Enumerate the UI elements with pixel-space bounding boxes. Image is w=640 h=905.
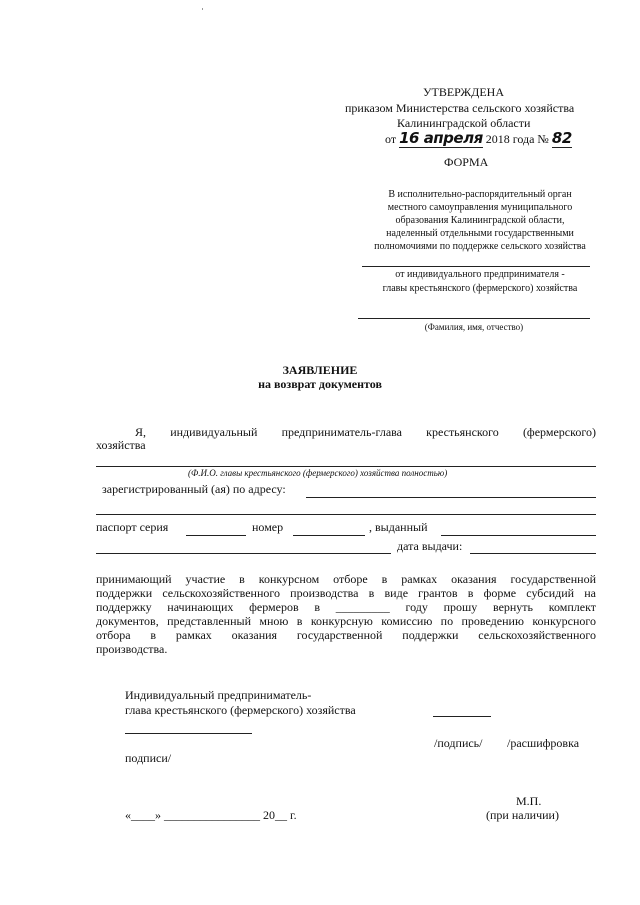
approval-date-prefix: от	[385, 132, 397, 146]
approval-date-line	[385, 129, 572, 147]
scan-speck	[202, 8, 203, 10]
addressee-fill-line[interactable]	[362, 266, 590, 267]
registered-address-label: зарегистрированный (ая) по адресу:	[102, 482, 286, 496]
signature-label: /подпись/	[434, 736, 483, 750]
approval-number-handwritten: 82	[551, 129, 572, 147]
address-fill-line-2[interactable]	[96, 514, 596, 515]
seal-note: (при наличии)	[486, 808, 559, 822]
signatory-title-line-2: глава крестьянского (фермерского) хозяйства	[125, 703, 356, 717]
approval-order-line: приказом Министерства сельского хозяйства	[345, 101, 575, 115]
paragraph-line: отбора в рамках оказания государственной поддержки сельскохозяйственного	[96, 628, 596, 642]
passport-number-field[interactable]	[293, 535, 365, 536]
issue-date-label: дата выдачи:	[397, 539, 463, 553]
fio-caption: (Ф.И.О. главы крестьянского (фермерского) хозяйства полностью)	[188, 468, 448, 478]
intro-word: (фермерского)	[522, 425, 596, 439]
approval-date-handwritten: 16 апреля	[399, 129, 483, 147]
signatory-title-line-1: Индивидуальный предприниматель-	[125, 688, 312, 702]
address-fill-line-1[interactable]	[306, 497, 596, 498]
issue-date-field[interactable]	[470, 553, 596, 554]
passport-series-field[interactable]	[186, 535, 246, 536]
intro-word: индивидуальный	[170, 425, 258, 439]
signature-decode-field[interactable]	[125, 733, 252, 734]
paragraph-last-line: производства.	[96, 642, 168, 656]
intro-line-2: хозяйства	[96, 438, 146, 452]
decode-label-continued: подписи/	[125, 751, 172, 765]
from-line-2: главы крестьянского (фермерского) хозяйства	[382, 283, 578, 294]
passport-series-label: паспорт серия	[96, 520, 169, 534]
applicant-name-line[interactable]	[358, 318, 590, 319]
fio-fill-line[interactable]	[96, 466, 596, 467]
intro-word: крестьянского	[426, 425, 499, 439]
paragraph-line: поддержку начинающих фермеров в _________ году прошу вернуть комплект	[96, 600, 596, 614]
issuer-fill-line[interactable]	[96, 553, 391, 554]
seal-label: М.П.	[516, 794, 542, 808]
paragraph-line: документов, представленный мною в конкурсную комиссию по проведению конкурсного	[96, 614, 596, 628]
addressee-line-2: местного самоуправления муниципального	[387, 202, 573, 213]
passport-issued-field[interactable]	[441, 535, 596, 536]
form-label: ФОРМА	[444, 155, 489, 169]
approval-date-mid: 2018 года №	[485, 132, 549, 146]
applicant-name-caption: (Фамилия, имя, отчество)	[424, 322, 524, 332]
intro-word: Я,	[135, 425, 147, 439]
signature-field[interactable]	[433, 716, 491, 717]
paragraph-line: принимающий участие в конкурсном отборе в рамках оказания государственной	[96, 572, 596, 586]
addressee-line-5: полномочиями по поддержке сельского хозяйства	[374, 241, 586, 252]
passport-number-label: номер	[252, 520, 284, 534]
intro-line-1	[135, 425, 596, 440]
addressee-line-3: образования Калининградской области,	[395, 215, 565, 226]
document-subtitle: на возврат документов	[258, 377, 382, 391]
document-title: ЗАЯВЛЕНИЕ	[282, 363, 358, 377]
decode-label: /расшифровка	[507, 736, 580, 750]
intro-word: предприниматель-глава	[281, 425, 402, 439]
addressee-line-4: наделенный отдельными государственными	[386, 228, 574, 239]
passport-issued-label: , выданный	[369, 520, 428, 534]
approval-region-line: Калининградской области	[397, 116, 531, 130]
paragraph-line: поддержки сельскохозяйственного производства в виде грантов в форме субсидий на	[96, 586, 596, 600]
from-line-1: от индивидуального предпринимателя -	[395, 269, 565, 280]
date-signature-field[interactable]: «____» ________________ 20__ г.	[125, 808, 297, 822]
addressee-line-1: В исполнительно-распорядительный орган	[388, 189, 572, 200]
approval-title: УТВЕРЖДЕНА	[423, 85, 505, 99]
